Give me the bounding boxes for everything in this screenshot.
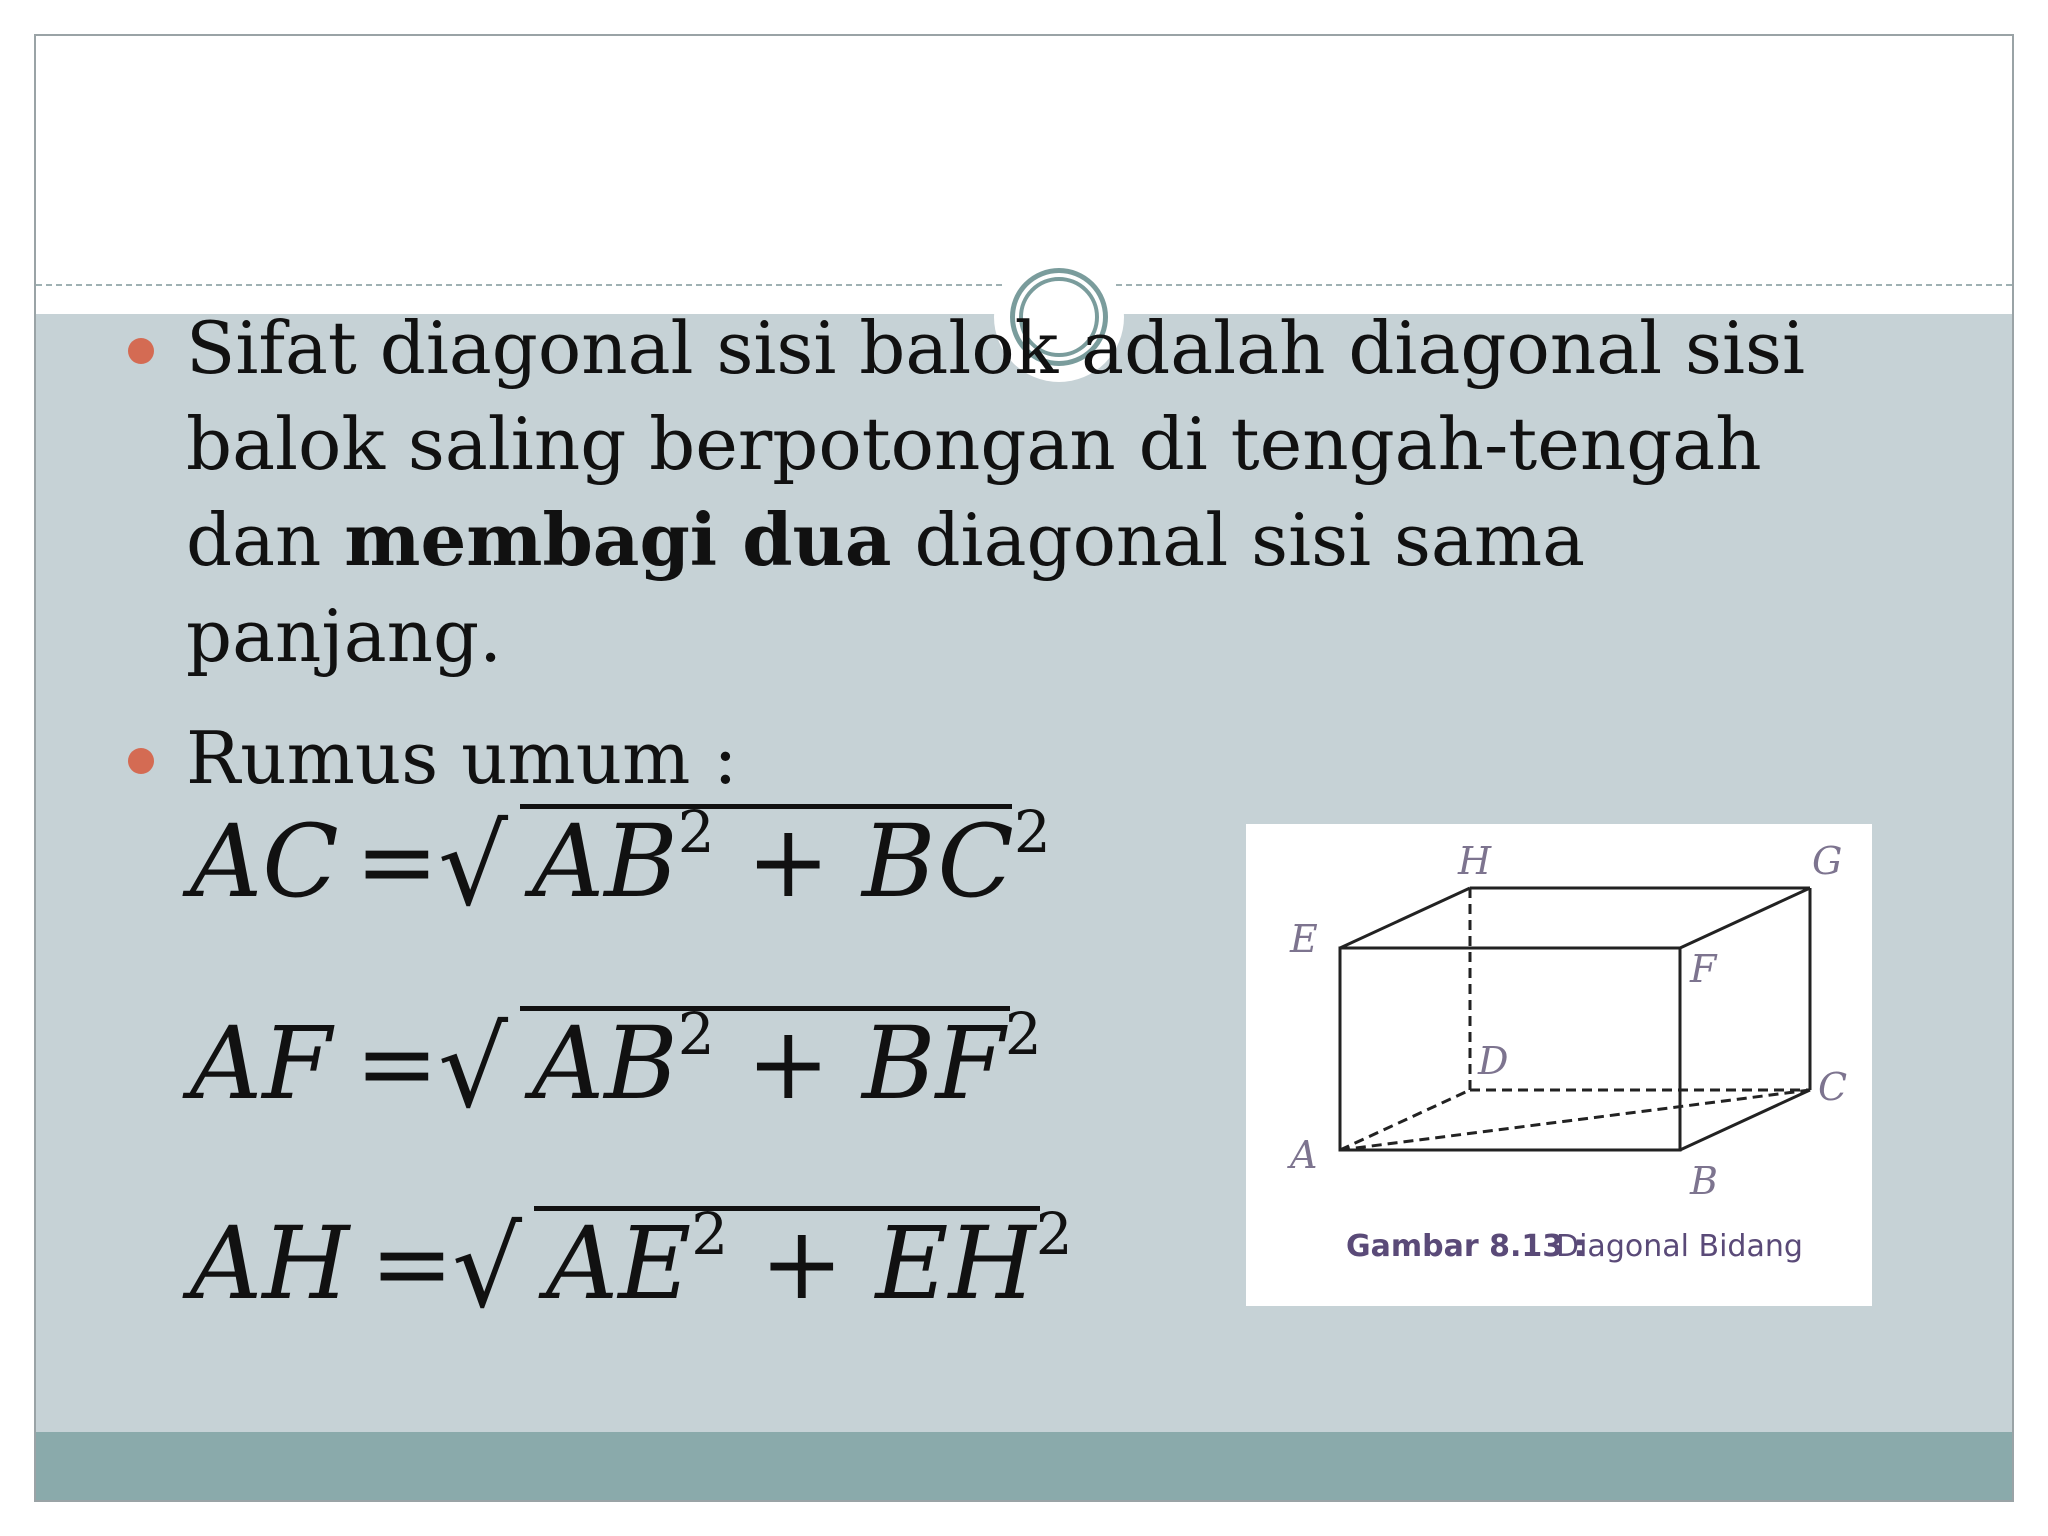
formula-ac	[190, 790, 1090, 940]
figure-cuboid	[1246, 824, 1872, 1306]
plus-sign: +	[746, 1005, 831, 1122]
sqrt-sign: √	[438, 1004, 509, 1132]
term-b: BF	[862, 1005, 1005, 1122]
plus-sign: +	[759, 1205, 844, 1322]
formula-equals: =	[355, 803, 439, 920]
exponent-a: 2	[677, 797, 715, 866]
vertex-label-e: E	[1290, 917, 1318, 961]
sqrt-sign: √	[438, 802, 509, 930]
vertex-label-d: D	[1478, 1039, 1509, 1083]
exponent-b: 2	[1035, 1199, 1073, 1268]
vertex-label-b: B	[1690, 1159, 1718, 1203]
vertex-label-g: G	[1812, 839, 1843, 883]
formula-lhs: AC	[190, 803, 339, 920]
formula-lhs: AH	[190, 1205, 350, 1322]
formula-equals: =	[355, 1005, 439, 1122]
exponent-a: 2	[691, 1199, 729, 1268]
exponent-a: 2	[677, 999, 715, 1068]
bullet-text: Rumus umum :	[186, 716, 738, 800]
term-a: AB	[532, 803, 678, 920]
formula-radicand	[546, 1199, 1073, 1322]
term-a: AE	[546, 1205, 692, 1322]
formula-af	[190, 992, 1090, 1142]
sqrt-sign: √	[452, 1204, 523, 1332]
bullet-text-before: Sifat diagonal sisi balok adalah diagonal sisi balok saling berpotongan di tengah-tengah dan	[186, 306, 1805, 582]
bullet-text-after: diagonal sisi sama panjang.	[186, 498, 1586, 678]
vertex-label-a: A	[1290, 1133, 1318, 1177]
formula-ah	[190, 1192, 1090, 1342]
cuboid-diagram	[1246, 824, 1872, 1306]
bullet-item-property	[100, 300, 1880, 684]
front-face	[1340, 948, 1680, 1150]
footer-bar	[36, 1432, 2012, 1502]
edge-fg	[1680, 888, 1810, 948]
figure-caption-text: Diagonal Bidang	[1556, 1229, 1803, 1264]
bullet-dot-icon	[128, 338, 154, 364]
vertex-label-c: C	[1818, 1065, 1848, 1109]
formula-lhs: AF	[190, 1005, 332, 1122]
vertex-label-f: F	[1690, 947, 1717, 991]
formula-radicand	[532, 999, 1042, 1122]
figure-caption-number: Gambar 8.13 :	[1346, 1229, 1586, 1264]
plus-sign: +	[746, 803, 831, 920]
term-b: EH	[875, 1205, 1036, 1322]
bullet-bold-text: membagi dua	[344, 497, 892, 582]
bullet-text	[186, 306, 1805, 678]
term-a: AB	[532, 1005, 678, 1122]
bullet-list	[100, 300, 1880, 806]
exponent-b: 2	[1004, 999, 1042, 1068]
bullet-dot-icon	[128, 748, 154, 774]
term-b: BC	[862, 803, 1014, 920]
edge-eh	[1340, 888, 1470, 948]
exponent-b: 2	[1013, 797, 1051, 866]
formula-equals: =	[370, 1205, 454, 1322]
diagonal-ac	[1340, 1090, 1810, 1150]
vertex-label-h: H	[1458, 839, 1492, 883]
formula-radicand	[532, 797, 1051, 920]
